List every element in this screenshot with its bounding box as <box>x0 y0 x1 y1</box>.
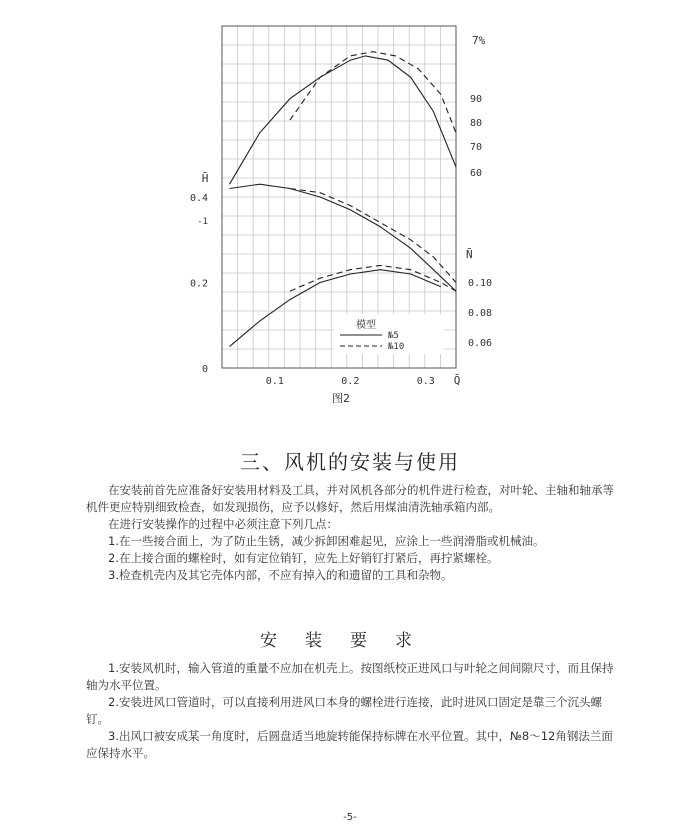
notice-paragraph: 在进行安装操作的过程中必须注意下列几点： <box>108 517 338 531</box>
efficiency-tick-label: 90 <box>470 94 483 105</box>
series-line-pressure-no10 <box>290 189 456 283</box>
x-tick-label: 0.3 <box>416 376 435 387</box>
x-axis-label: Q̄ <box>453 374 461 387</box>
list-item-3: 3.检查机壳内及其它壳体内部，不应有掉入的和遗留的工具和杂物。 <box>108 568 453 582</box>
power-tick-label: 0.08 <box>468 308 493 319</box>
subheading: 安装要求 <box>260 631 440 651</box>
intro-paragraph: 在安装前首先应准备好安装用材料及工具，并对风机各部分的机件进行检查，对叶轮、主轴和轴承等机件更应特别细致检查，如发现损伤，应予以修好，然后用煤油清洗轴承箱内部。 <box>86 483 614 514</box>
series-line-power-no10 <box>290 265 456 291</box>
x-tick-label: 0.1 <box>265 376 284 387</box>
y-extra-label: -1 <box>197 217 208 227</box>
requirement-1: 1.安装风机时，输入管道的重量不应加在机壳上。按图纸校正进风口与叶轮之间间隙尺寸，而且保持轴为水平位置。 <box>86 661 614 692</box>
y-tick-label: 0.4 <box>189 193 208 204</box>
requirement-3: 3.出风口被安成某一角度时，后圆盘适当地旋转能保持标牌在水平位置。其中，№8～12角钢法兰面应保持水平。 <box>86 729 613 760</box>
legend-entry: №5 <box>388 331 399 341</box>
x-tick-label: 0.2 <box>341 376 360 387</box>
legend-title: 模型 <box>356 320 376 331</box>
efficiency-axis-label: 7% <box>472 34 486 47</box>
series-line-efficiency-no5 <box>230 56 457 184</box>
y-tick-label: 0.2 <box>189 278 208 290</box>
efficiency-tick-label: 60 <box>470 168 483 179</box>
legend-entry: №10 <box>388 342 405 352</box>
list-item-1: 1.在一些接合面上，为了防止生锈，减少拆卸困难起见，应涂上一些润滑脂或机械油。 <box>108 534 545 548</box>
list-item-2: 2.在上接合面的螺栓时，如有定位销钉，应先上好销钉打紧后，再拧紧螺栓。 <box>108 551 499 565</box>
intro-block <box>86 482 616 584</box>
series-line-pressure-no5 <box>230 184 457 291</box>
power-tick-label: 0.10 <box>468 278 493 289</box>
figure-caption: 图2 <box>332 392 350 405</box>
y-tick-label: 0 <box>201 364 208 375</box>
y-axis-label: H̄ <box>201 172 209 185</box>
power-axis-label: N̄ <box>466 248 473 261</box>
requirements-block <box>86 660 616 762</box>
power-tick-label: 0.06 <box>468 338 493 349</box>
requirement-2: 2.安装进风口管道时，可以直接利用进风口本身的螺栓进行连接，此时进风口固定是靠三个沉头螺钉。 <box>86 695 602 726</box>
efficiency-tick-label: 70 <box>470 142 483 153</box>
efficiency-tick-label: 80 <box>470 118 483 129</box>
section-title: 三、风机的安装与使用 <box>240 450 460 474</box>
page-number: -5- <box>343 812 357 823</box>
